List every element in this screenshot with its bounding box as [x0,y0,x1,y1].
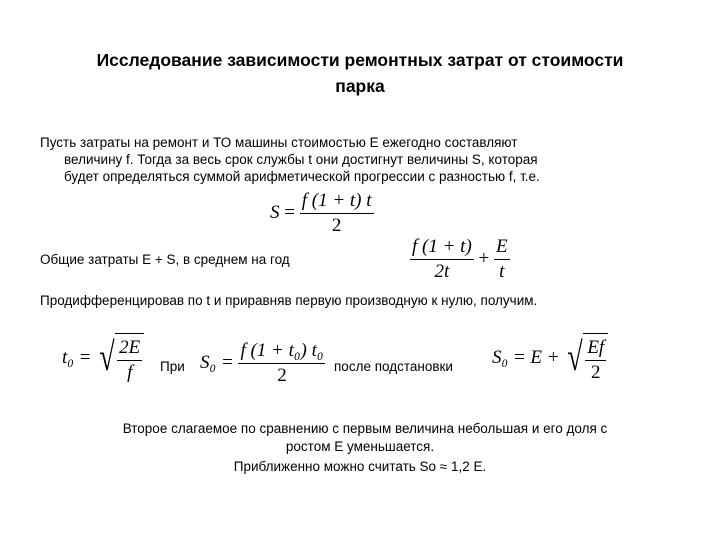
formula-t0-lhs: t₀ = [62,346,92,368]
formula-t0-fraction [117,337,142,384]
formula-s-eq: = [284,201,295,223]
after-substitution-label: после подстановки [334,359,453,374]
formula-t0 [62,333,144,384]
intro-paragraph [40,134,690,185]
avg-numerator-2: E [494,236,510,260]
formula-s0-numerator: f (1 + t₀) t₀ [238,340,325,364]
formula-avg-costs [410,236,510,283]
avg-numerator-1: f (1 + t) [410,236,474,260]
formula-s0-final-lhs: S₀ = E + [492,346,560,368]
formula-t0-numerator: 2E [117,337,142,361]
sqrt-s0-final [564,333,608,384]
sqrt-t0 [96,333,144,384]
formula-s-lhs: S [270,201,280,223]
formula-s0-final-fraction [585,337,606,384]
avg-denominator-2: t [499,261,505,282]
formula-s0-denominator: 2 [277,365,287,386]
differentiate-text: Продифференцировав по t и приравняв первую производную к нулю, получим. [40,293,538,308]
formula-s0-final-denominator: 2 [591,362,601,383]
radical-sign: √ [99,334,115,379]
formula-s-numerator: f (1 + t) t [300,190,374,214]
avg-denominator-1: 2t [434,261,450,282]
formula-s0-final [492,333,608,384]
conclusion-line-2: ростом E уменьшается. [285,439,435,454]
formula-s0 [200,340,325,387]
title-line-1: Исследование зависимости ремонтных затрат от стоимости [96,50,624,70]
formula-s [270,190,374,237]
formula-s-denominator: 2 [331,215,342,236]
title-line-2: парка [335,76,385,96]
intro-line-3: будет определяться суммой арифметической прогрессии с разностью f, т.е. [64,169,540,184]
conclusion-line-3: Приближенно можно считать So ≈ 1,2 E. [233,459,487,474]
conclusion [0,420,720,476]
when-label: При [160,359,185,374]
avg-fraction-2 [494,236,510,283]
intro-line-1: Пусть затраты на ремонт и ТО машины стоимостью E ежегодно составляют [40,135,518,150]
formula-s0-fraction [238,340,325,387]
intro-line-2: величину f. Тогда за весь срок службы t они достигнут величины S, которая [64,152,538,167]
formula-s0-final-numerator: Ef [585,337,606,361]
formula-s-fraction [300,190,374,237]
formula-s0-lhs: S₀ = [200,351,234,373]
slide-title [0,47,720,99]
avg-fraction-1 [410,236,474,283]
formula-t0-denominator: f [127,362,133,383]
conclusion-line-1: Второе слагаемое по сравнению с первым величина небольшая и его доля с [122,421,608,436]
avg-costs-text: Общие затраты E + S, в среднем на год [40,252,290,267]
avg-plus: + [478,247,490,269]
radical-sign: √ [567,334,584,379]
